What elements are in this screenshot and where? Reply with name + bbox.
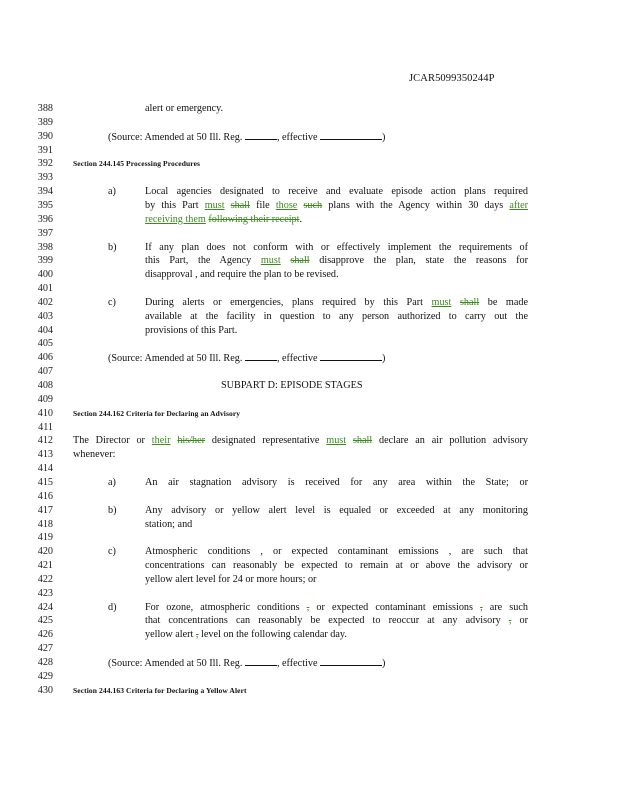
document-line <box>0 310 618 324</box>
document-line <box>0 116 618 130</box>
document-line <box>0 393 618 407</box>
text-run: , effective <box>276 131 321 143</box>
line-text <box>145 545 528 559</box>
line-number: 420 <box>37 546 53 558</box>
deleted-text: shall <box>352 435 373 447</box>
line-number: 404 <box>37 324 53 336</box>
line-number: 418 <box>37 518 53 530</box>
text-run: file <box>249 199 276 211</box>
text-run: For ozone, atmospheric conditions <box>145 601 307 613</box>
line-number: 390 <box>37 130 53 142</box>
line-number: 402 <box>37 296 53 308</box>
text-run: SUBPART D: EPISODE STAGES <box>221 380 363 391</box>
line-text <box>145 310 528 324</box>
list-label: c) <box>108 296 116 308</box>
text-run: yellow alert <box>145 629 196 641</box>
text-run <box>346 435 353 446</box>
line-number: 419 <box>37 532 53 544</box>
text-run: be made <box>479 296 528 308</box>
line-number: 389 <box>37 116 53 128</box>
line-text <box>145 504 528 518</box>
document-line <box>0 587 618 601</box>
line-number: 405 <box>37 338 53 350</box>
line-text <box>73 448 115 462</box>
line-number: 412 <box>37 435 53 447</box>
line-text <box>145 199 528 213</box>
line-text <box>145 102 223 116</box>
inserted-text: those <box>275 199 298 211</box>
text-run: Any advisory or yellow alert level is equaled or exceeded at any monitoring <box>145 504 528 516</box>
line-number: 427 <box>37 643 53 655</box>
line-text <box>221 379 363 393</box>
document-line <box>0 324 618 338</box>
document-line <box>0 102 618 116</box>
text-run: Section 244.162 Criteria for Declaring an Advisory <box>73 408 241 418</box>
text-run: Section 244.145 Processing Procedures <box>73 159 201 169</box>
inserted-text: must <box>260 255 281 267</box>
text-run: are such <box>482 601 528 613</box>
document-line <box>0 531 618 545</box>
text-run: or expected contaminant emissions <box>309 601 481 613</box>
line-text <box>145 324 237 338</box>
document-line <box>0 518 618 532</box>
line-text <box>145 476 528 490</box>
text-run: alert or emergency. <box>145 103 224 114</box>
line-number: 396 <box>37 213 53 225</box>
line-text <box>73 434 528 448</box>
document-line <box>0 296 618 310</box>
line-number: 409 <box>37 393 53 405</box>
line-number: 424 <box>37 601 53 613</box>
text-run: ) <box>382 131 386 143</box>
document-line <box>0 351 618 365</box>
document-line <box>0 268 618 282</box>
document-line <box>0 379 618 393</box>
document-line <box>0 504 618 518</box>
line-number: 429 <box>37 670 53 682</box>
line-text <box>145 559 528 573</box>
text-run: ) <box>382 658 386 669</box>
line-number: 407 <box>37 366 53 378</box>
text-run: that concentrations can reasonably be expected to reoccur at any advisory <box>145 615 509 627</box>
text-run: available at the facility in question to any person authorized to carry out the <box>145 310 528 322</box>
deleted-text: his/her <box>177 435 206 447</box>
document-line <box>0 559 618 573</box>
document-line <box>0 365 618 379</box>
document-line <box>0 421 618 435</box>
list-label: b) <box>108 504 117 516</box>
line-number: 425 <box>37 615 53 627</box>
document-line <box>0 227 618 241</box>
document-line <box>0 144 618 158</box>
text-run: provisions of this Part. <box>145 324 238 336</box>
text-run: , effective <box>276 353 321 365</box>
blank-line <box>320 351 382 361</box>
line-text <box>145 254 528 268</box>
blank-line <box>320 656 382 666</box>
text-run: declare an air pollution advisory <box>372 435 529 447</box>
line-number: 413 <box>37 449 53 461</box>
line-text <box>108 130 385 145</box>
line-number: 403 <box>37 310 53 322</box>
deleted-text: , <box>195 629 199 641</box>
document-line <box>0 434 618 448</box>
text-run: disapprove the plan, state the reasons for <box>309 255 529 267</box>
text-run: whenever: <box>73 449 116 461</box>
text-run <box>451 297 460 308</box>
list-label: d) <box>108 601 117 613</box>
line-number: 428 <box>37 657 53 668</box>
inserted-text: must <box>431 296 452 308</box>
line-number: 411 <box>38 421 53 433</box>
deleted-text: shall <box>459 296 480 308</box>
inserted-text: after <box>509 199 529 211</box>
line-number: 397 <box>37 227 53 239</box>
deleted-text: such <box>303 199 323 211</box>
line-text <box>145 614 528 628</box>
line-number: 415 <box>37 476 53 488</box>
document-line <box>0 614 618 628</box>
document-line <box>0 337 618 351</box>
text-run: During alerts or emergencies, plans required by this Part <box>145 296 432 308</box>
inserted-text: their <box>151 435 171 447</box>
list-label: a) <box>108 186 116 198</box>
document-line <box>0 684 618 698</box>
deleted-text: , <box>306 601 310 613</box>
text-run: station; and <box>145 518 193 530</box>
inserted-text: receiving them <box>145 213 206 225</box>
inserted-text: must <box>204 199 225 211</box>
line-number: 401 <box>37 283 53 295</box>
section-heading <box>73 407 240 421</box>
text-run: this Part, the Agency <box>145 255 261 267</box>
document-line <box>0 545 618 559</box>
line-number: 395 <box>37 199 53 211</box>
document-line <box>0 213 618 227</box>
blank-line <box>320 130 382 140</box>
blank-line <box>245 130 277 140</box>
document-line <box>0 462 618 476</box>
text-run: Section 244.163 Criteria for Declaring a Yellow Alert <box>73 685 247 695</box>
text-run: The Director or <box>73 435 152 447</box>
text-run: , effective <box>276 658 321 669</box>
document-line <box>0 490 618 504</box>
document-line <box>0 241 618 255</box>
line-text <box>145 601 528 615</box>
line-number: 394 <box>37 186 53 198</box>
text-run: or <box>511 615 528 627</box>
document-line <box>0 199 618 213</box>
document-line <box>0 407 618 421</box>
line-text <box>145 185 528 199</box>
deleted-text: , <box>508 615 512 627</box>
line-number: 430 <box>37 684 53 696</box>
document-line <box>0 476 618 490</box>
deleted-text: shall <box>290 255 310 267</box>
section-heading <box>73 684 247 698</box>
line-text <box>145 518 192 532</box>
line-text <box>145 296 528 310</box>
line-text <box>145 213 302 227</box>
line-text <box>145 628 347 642</box>
line-number: 399 <box>37 255 53 267</box>
line-number: 408 <box>37 380 53 391</box>
line-number: 391 <box>37 144 53 156</box>
line-number: 410 <box>37 407 53 419</box>
document-line <box>0 130 618 144</box>
document-line <box>0 448 618 462</box>
text-run: designated representative <box>205 435 327 447</box>
text-run: (Source: Amended at 50 Ill. Reg. <box>108 131 245 143</box>
line-number: 393 <box>37 172 53 184</box>
text-run: level on the following calendar day. <box>198 629 347 641</box>
text-run: If any plan does not conform with or effectively implement the requirements of <box>145 241 528 253</box>
text-run: plans with the Agency within 30 days <box>322 199 510 211</box>
line-text <box>145 573 316 587</box>
deleted-text: following their receipt <box>208 213 300 225</box>
line-number: 406 <box>37 352 53 364</box>
line-number: 421 <box>37 560 53 572</box>
deleted-text: shall <box>230 199 250 211</box>
list-label: b) <box>108 241 117 253</box>
line-number: 392 <box>37 158 53 170</box>
text-run <box>281 255 291 266</box>
document-line <box>0 642 618 656</box>
line-number: 417 <box>37 504 53 516</box>
text-run: (Source: Amended at 50 Ill. Reg. <box>108 658 245 669</box>
text-run: An air stagnation advisory is received for any area within the State; or <box>145 476 528 488</box>
document-line <box>0 171 618 185</box>
text-run: (Source: Amended at 50 Ill. Reg. <box>108 353 245 365</box>
inserted-text: must <box>326 435 347 447</box>
text-run: . <box>299 213 303 225</box>
document-line <box>0 670 618 684</box>
text-run: Local agencies designated to receive and evaluate episode action plans required <box>145 186 528 198</box>
document-line <box>0 573 618 587</box>
text-run: concentrations can reasonably be expected to remain at or above the advisory or <box>145 560 528 572</box>
line-number: 400 <box>37 269 53 281</box>
line-number: 416 <box>37 490 53 502</box>
document-line <box>0 282 618 296</box>
blank-line <box>245 656 277 666</box>
list-label: a) <box>108 476 116 488</box>
text-run: by this Part <box>145 199 205 211</box>
list-label: c) <box>108 546 116 558</box>
document-line <box>0 254 618 268</box>
line-number: 388 <box>37 103 53 114</box>
line-text <box>145 268 339 282</box>
text-run: yellow alert level for 24 or more hours; or <box>145 573 317 585</box>
document-id: JCAR5099350244P <box>409 73 495 84</box>
line-number: 426 <box>37 629 53 641</box>
text-run: disapproval , and require the plan to be revised. <box>145 269 339 281</box>
line-number: 414 <box>37 463 53 475</box>
line-text <box>145 241 528 255</box>
document-line <box>0 157 618 171</box>
deleted-text: , <box>480 601 483 613</box>
line-text <box>108 656 385 671</box>
line-text <box>108 351 385 366</box>
section-heading <box>73 157 200 171</box>
text-run: ) <box>382 353 386 365</box>
document-line <box>0 656 618 670</box>
document-line <box>0 601 618 615</box>
line-number: 422 <box>37 573 53 585</box>
line-number: 423 <box>37 587 53 599</box>
blank-line <box>245 351 277 361</box>
document-line <box>0 628 618 642</box>
text-run: Atmospheric conditions , or expected contaminant emissions , are such that <box>145 546 528 558</box>
line-number: 398 <box>37 241 53 253</box>
document-line <box>0 185 618 199</box>
